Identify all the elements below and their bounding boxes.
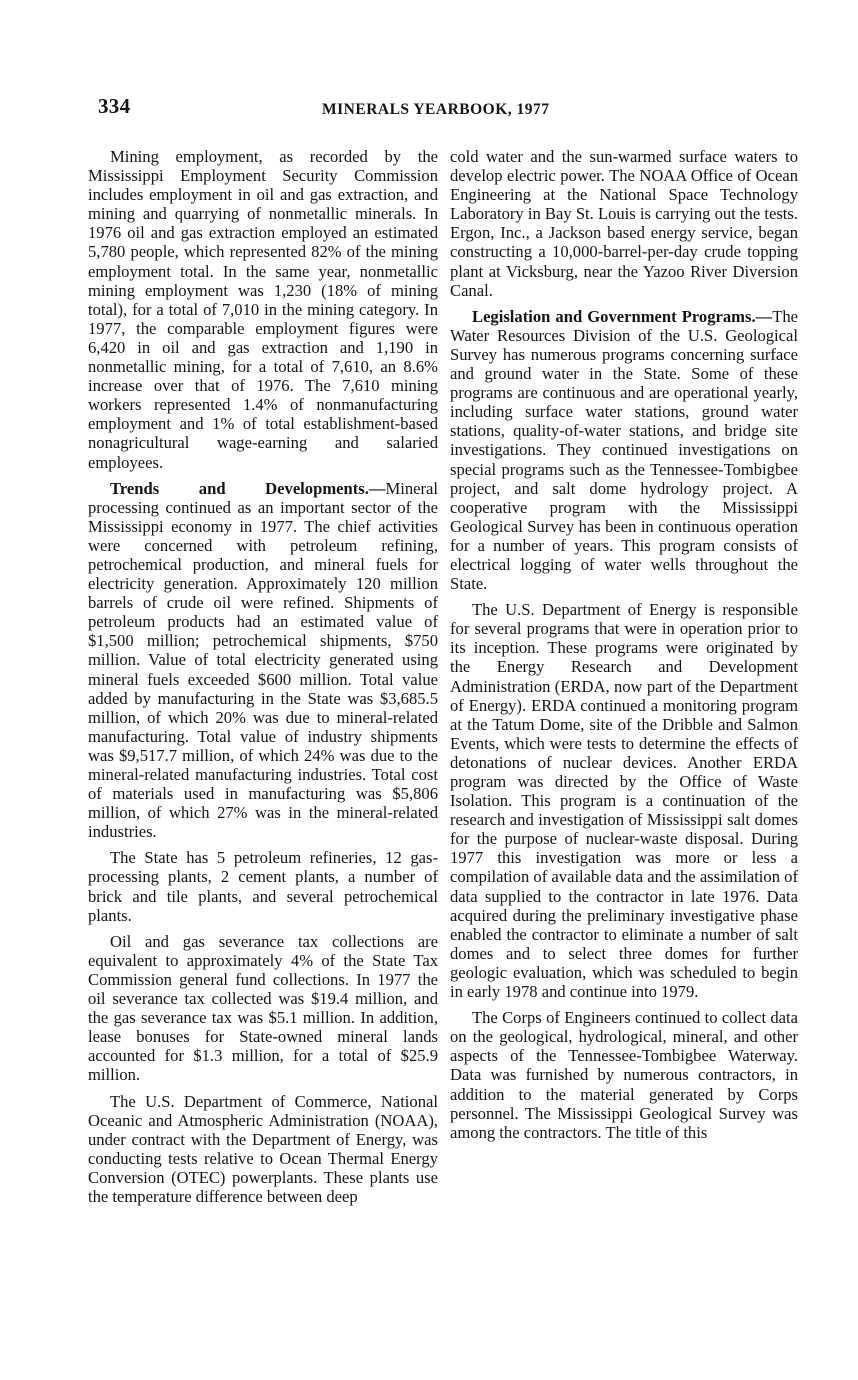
running-head: MINERALS YEARBOOK, 1977 [322, 101, 550, 118]
section-heading-trends: Trends and Developments.— [110, 478, 386, 498]
paragraph-otec-continued: cold water and the sun-warmed surface waters to develop electric power. The NOAA Office of Ocean Engineering at the National Space Technology Laboratory in Bay St. Louis is carrying out the tests. Ergon, Inc., a Jackson based energy service, began constructing a 10,000-barrel-per-day crude topping plant at Vicksburg, near the Yazoo River Diversion Canal. [450, 147, 798, 300]
paragraph-trends-developments [88, 479, 438, 842]
paragraph-legislation-text: The Water Resources Division of the U.S. Geological Survey has numerous programs concerning surface and ground water in the State. Some of these programs are continuous and are operational yearly, including surface water stations, ground water stations, quality-of-water stations, and bridge site investigations. They continued investigations on special programs such as the Tennessee-Tombigbee project, and salt dome hydrology project. A cooperative program with the Mississippi Geological Survey has been in continuous operation for a number of years. This program consists of electrical logging of water wells throughout the State. [450, 306, 798, 594]
paragraph-mining-employment: Mining employment, as recorded by the Mississippi Employment Security Commission includes employment in oil and gas extraction, and mining and quarrying of nonmetallic minerals. In 1976 oil and gas extraction employed an estimated 5,780 people, which represented 82% of the mining employment total. In the same year, nonmetallic mining employment was 1,230 (18% of mining total), for a total of 7,010 in the mining category. In 1977, the comparable employment figures were 6,420 in oil and gas extraction and 1,190 in nonmetallic mining, for a total of 7,610, an 8.6% increase over that of 1976. The 7,610 mining workers represented 1.4% of nonmanufacturing employment and 1% of total establishment-based nonagricultural wage-earning and salaried employees. [88, 147, 438, 472]
paragraph-corps-of-engineers: The Corps of Engineers continued to collect data on the geological, hydrological, mineral, and other aspects of the Tennessee-Tombigbee Waterway. Data was furnished by numerous contractors, in addition to the material generated by Corps personnel. The Mississippi Geological Survey was among the contractors. The title of this [450, 1008, 798, 1142]
page-number: 334 [98, 94, 131, 118]
right-column [450, 147, 798, 1149]
paragraph-noaa-otec: The U.S. Department of Commerce, National Oceanic and Atmospheric Administration (NOAA), under contract with the Department of Energy, was conducting tests relative to Ocean Thermal Energy Conversion (OTEC) powerplants. These plants use the temperature difference between deep [88, 1091, 438, 1206]
section-heading-legislation: Legislation and Government Programs.— [472, 306, 773, 326]
paragraph-severance-tax: Oil and gas severance tax collections are equivalent to approximately 4% of the State Tax Commission general fund collections. In 1977 the oil severance tax collected was $19.4 million, and the gas severance tax was $5.1 million. In addition, lease bonuses for State-owned mineral lands accounted for $1.3 million, for a total of $25.9 million. [88, 931, 438, 1085]
paragraph-refineries: The State has 5 petroleum refineries, 12 gas-processing plants, 2 cement plants, a number of brick and tile plants, and several petrochemical plants. [88, 848, 438, 925]
left-column [88, 147, 438, 1213]
paragraph-department-of-energy: The U.S. Department of Energy is responsible for several programs that were in operation prior to its inception. These programs were originated by the Energy Research and Development Administration (ERDA, now part of the Department of Energy). ERDA continued a monitoring program at the Tatum Dome, site of the Dribble and Salmon Events, which were tests to determine the effects of detonations of nuclear devices. Another ERDA program was directed by the Office of Waste Isolation. This program is a continuation of the research and investigation of Mississippi salt domes for the purpose of nuclear-waste disposal. During 1977 this investigation was more or less a compilation of available data and the assimilation of data supplied to the contractor in late 1976. Data acquired during the preliminary investigative phase enabled the contractor to eliminate a number of salt domes and to select three domes for further geologic evaluation, which was scheduled to begin in early 1978 and continue into 1979. [450, 600, 798, 1002]
paragraph-trends-text: Mineral processing continued as an important sector of the Mississippi economy in 1977. The chief activities were concerned with petroleum refining, petrochemical production, and mineral fuels for electricity generation. Approximately 120 million barrels of crude oil were refined. Shipments of petroleum products had an estimated value of $1,500 million; petrochemical shipments, $750 million. Value of total electricity generated using mineral fuels exceeded $600 million. Total value added by manufacturing in the State was $3,685.5 million, of which 20% was due to mineral-related manufacturing. Total value of industry shipments was $9,517.7 million, of which 24% was due to the mineral-related manufacturing industries. Total cost of materials used in manufacturing was $5,806 million, of which 27% was in the mineral-related industries. [88, 478, 438, 842]
paragraph-legislation [450, 307, 798, 593]
